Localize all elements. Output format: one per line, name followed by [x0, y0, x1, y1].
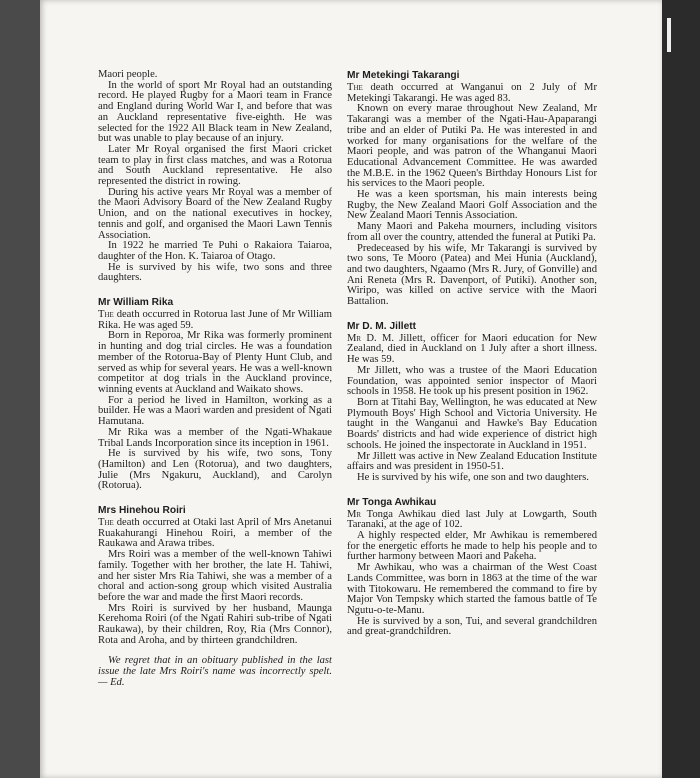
- obituary-para: Mrs Roiri is survived by her husband, Maunga Kerehoma Roiri (of the Ngati Rahiri sub-tribe of Ngati Raukawa), by their children, Roy, Ria (Mrs Connor), Rota and Aroha, and by thirteen grandchildren.: [98, 602, 332, 646]
- obituary-para: Many Maori and Pakeha mourners, including visitors from all over the country, attended the funeral at Putiki Pa.: [347, 221, 597, 243]
- lead-word: The: [98, 309, 114, 321]
- obituary-para: Mr Awhikau, who was a chairman of the West Coast Lands Committee, was born in 1863 at the time of the war with Titokowaru. He remembered the command to fire by Major Von Tempsky which started the famous battle of Te Ngutu-o-te-Manu.: [347, 562, 597, 616]
- obituary-para: For a period he lived in Hamilton, working as a builder. He was a Maori warden and president of Ngati Hamutana.: [98, 394, 332, 428]
- obituary-para: He is survived by a son, Tui, and several grandchildren and great-grandchildren.: [347, 615, 597, 638]
- lead-word: The: [347, 82, 363, 93]
- lead-word: The: [98, 517, 114, 529]
- obituary-para: A highly respected elder, Mr Awhikau is remembered for the energetic efforts he made to help his people and to further harmony between Maori and Pakeha.: [347, 530, 597, 563]
- obituary-para: Mr Jillett, who was a trustee of the Maori Education Foundation, was appointed senior inspector of Maori schools in 1958. He took up his present position in 1962.: [347, 364, 597, 398]
- royal-para-6: He is survived by his wife, two sons and three daughters.: [98, 261, 332, 284]
- obituary-para: Mr Rika was a member of the Ngati-Whakaue Tribal Lands Incorporation since its inception in 1961.: [98, 426, 332, 449]
- obituary-roiri: [98, 505, 332, 689]
- lead-word: Mr: [347, 332, 362, 344]
- right-column: [347, 70, 597, 638]
- obituary-para: He is survived by his wife, one son and two daughters.: [357, 471, 589, 483]
- obituary-jillett: [347, 321, 597, 484]
- obituary-heading: Mr D. M. Jillett: [347, 320, 417, 332]
- obituary-lead-para: death occurred in Rotorua last June of Mr William Rika. He was aged 59.: [98, 309, 332, 331]
- royal-para-4: During his active years Mr Royal was a member of the Maori Advisory Board of the New Zealand Rugby Union, and on the national executives in hockey, tennis and golf, and organised the Maori Lawn Tennis Association.: [98, 186, 332, 241]
- obituary-lead-para: death occurred at Otaki last April of Mrs Anetanui Ruakahurangi Hinehou Roiri, a member of the Raukawa and Arawa tribes.: [98, 517, 332, 550]
- royal-para-5: In 1922 he married Te Puhi o Rakaiora Taiaroa, daughter of the Hon. K. Taiaroa of Otago.: [98, 240, 332, 262]
- obituary-heading: Mr Tonga Awhikau: [347, 496, 437, 508]
- royal-para-2: In the world of sport Mr Royal had an outstanding record. He played Rugby for a Maori team in France and England during World War I, and before that was an Auckland representative five-eighth. He was selected for the 1922 All Black team in New Zealand, but was unable to play because of an injury.: [98, 79, 332, 145]
- obituary-rika: [98, 297, 332, 492]
- obituary-lead-para: death occurred at Wanganui on 2 July of Mr Metekingi Takarangi. He was aged 83.: [347, 82, 597, 104]
- page-edge-mark: [667, 18, 671, 52]
- obituary-para: Born in Reporoa, Mr Rika was formerly prominent in hunting and dog trial circles. He was a foundation member of the Rotorua-Bay of Plenty Hunt Club, and served as whip for several years. He was a well-known competitor at dog trials in the Auckland province, winning events at Auckland and Waikato shows.: [98, 330, 332, 395]
- obituary-takarangi: [347, 70, 597, 308]
- editor-note: We regret that in an obituary published in the last issue the late Mrs Roiri's name was incorrectly spelt. — Ed.: [98, 655, 332, 688]
- scanner-left-edge: [0, 0, 40, 778]
- obituary-para: Born at Titahi Bay, Wellington, he was educated at New Plymouth Boys' High School and Victoria University. He taught in the Wanganui and Hawke's Bay Education Boards' districts and had wide experience of district high schools. He joined the inspectorate in Auckland in 1951.: [347, 396, 597, 451]
- obituary-para: He was a keen sportsman, his main interests being Rugby, the New Zealand Maori Golf Association and the New Zealand Maori Tennis Association.: [347, 189, 597, 222]
- obituary-para: Predeceased by his wife, Mr Takarangi is survived by two sons, Te Mooro (Patea) and Mei Hunia (Auckland), and two daughters, Ngaamo (Mrs R. Jury, of Gonville) and Ani Reneta (Mrs R. Davenport, of Putiki). Another son, Wiripo, was killed on active service with the Maori Battalion.: [347, 242, 597, 308]
- obituary-royal-continued: [98, 70, 332, 284]
- royal-para-3: Later Mr Royal organised the first Maori cricket team to play in first class matches, and was a Rotorua and South Auckland representative. He also represented the district in rowing.: [98, 143, 332, 188]
- obituary-para: Mrs Roiri was a member of the well-known Tahiwi family. Together with her brother, the late H. Tahiwi, and her sister Mrs Ria Tahiwi, she was a member of a choral and action-song group which visited Australia before the war and made the first Maori records.: [98, 549, 332, 603]
- obituary-heading: Mr William Rika: [98, 297, 174, 309]
- lead-word: Mr: [347, 508, 362, 520]
- royal-para-1: Maori people.: [98, 69, 158, 80]
- obituary-lead-para: Tonga Awhikau died last July at Lowgarth, South Taranaki, at the age of 102.: [347, 508, 597, 531]
- obituary-heading: Mrs Hinehou Roiri: [98, 505, 186, 517]
- obituary-awhikau: [347, 497, 597, 638]
- scanner-right-edge: [662, 0, 700, 778]
- obituary-para: Known on every marae throughout New Zealand, Mr Takarangi was a member of the Ngati-Hau-Apaparangi tribe and an elder of Putiki Pa. He was interested in and worked for many organisations for the welfare of the Maori people, and was patron of the Whanganui Maori Educational Advancement Committee. He was awarded the M.B.E. in the 1962 Queen's Birthday Honours List for his services to the Maori people.: [347, 103, 597, 190]
- left-column: [98, 70, 332, 689]
- obituary-para: He is survived by his wife, two sons, Tony (Hamilton) and Len (Rotorua), and two daughters, Julie (Mrs Ngakuru, Auckland), and Carolyn (Rotorua).: [98, 448, 332, 492]
- obituary-para: Mr Jillett was active in New Zealand Education Institute affairs and was president in 1950-51.: [347, 450, 597, 473]
- obituary-heading: Mr Metekingi Takarangi: [347, 70, 460, 81]
- obituary-lead-para: D. M. Jillett, officer for Maori education for New Zealand, died in Auckland on 1 July after a short illness. He was 59.: [347, 332, 597, 366]
